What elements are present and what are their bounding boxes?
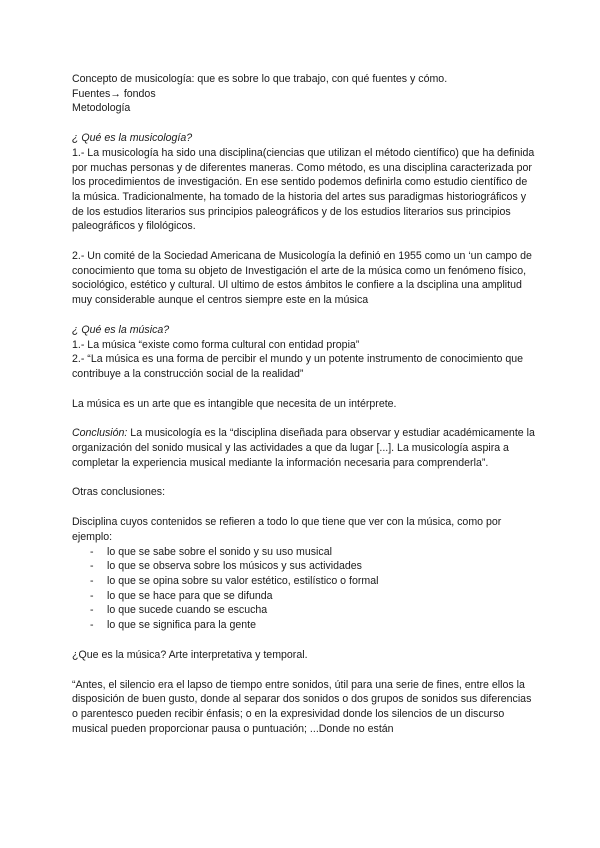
header-line-method: Metodología (72, 102, 131, 115)
dash-bullet: - (90, 560, 94, 573)
discipline-list (72, 545, 536, 633)
paragraph-definition-2: 2.- Un comité de la Sociedad Americana de Musicología la definió en 1955 como un ‘un campo de conocimiento que toma su objeto de Investigación el arte de la música como un fenómeno físico, sociológico, estético y cultural. Ul ultimo de estos ámbitos le confiere a la dsciplina una amplitud muy considerable aunque el centros siempre este en la música (72, 250, 532, 307)
silence-quote: “Antes, el silencio era el lapso de tiempo entre sonidos, útil para una serie de fines, entre ellos la disposición de buen gusto, donde al separar dos sonidos o dos grupos de sonidos sus diferencias o parentesco pueden recibir énfasis; o en la expresividad donde los silencios de un discurso musical pueden proporcionar pausa o puntuación; ...Donde no están (72, 678, 532, 735)
conclusion-paragraph (72, 426, 536, 470)
statement-intangible: La música es un arte que es intangible que necesita de un intérprete. (72, 397, 397, 410)
paragraph-definition-1: 1.- La musicología ha sido una disciplina(ciencias que utilizan el método científico) que ha definida por muchas personas y de diferentes maneras. Como método, es una disciplina caracterizada por los procedimientos de investigación. En ese sentido podemos definirla como estudio científico de la música. Tradicionalmente, ha tomado de la historia del artes sus paradigmas historiográficos y de los estudios literarios sus principios paleográficos y de los estudios literarios sus principios paleográficos y filológicos. (72, 146, 535, 233)
document-body (72, 72, 536, 736)
dash-bullet: - (90, 604, 94, 617)
question-music: ¿ Qué es la música? (72, 323, 170, 336)
list-item: - lo que se hace para que se difunda (90, 589, 273, 602)
question-music-temporal: ¿Que es la música? Arte interpretativa y temporal. (72, 648, 308, 661)
list-item: - lo que se sabe sobre el sonido y su uso musical (90, 545, 332, 558)
header-line-sources: Fuentes→ fondos (72, 87, 156, 100)
list-item: - lo que se significa para la gente (90, 619, 257, 632)
question-musicology: ¿ Qué es la musicología? (72, 132, 193, 145)
dash-bullet: - (90, 619, 94, 632)
music-item-2: 2.- “La música es una forma de percibir el mundo y un potente instrumento de conocimiento que contribuye a la construcción social de la realidad” (72, 353, 524, 380)
conclusion-text: La musicología es la “disciplina diseñada para observar y estudiar académicamente la organización del sonido musical y las actividades a que da lugar [...]. La musicología aspira a completar la experiencia musical mediante la información necesaria para comprenderla”. (72, 427, 535, 469)
dash-bullet: - (90, 589, 94, 602)
header-line-concept: Concepto de musicología: que es sobre lo que trabajo, con qué fuentes y cómo. (72, 73, 448, 85)
discipline-intro: Disciplina cuyos contenidos se refieren a todo lo que tiene que ver con la música, como por ejemplo: (72, 516, 502, 543)
music-item-1: 1.- La música “existe como forma cultural con entidad propia” (72, 338, 360, 351)
list-item: - lo que se observa sobre los músicos y sus actividades (90, 560, 362, 573)
other-conclusions-heading: Otras conclusiones: (72, 486, 166, 499)
list-item: - lo que sucede cuando se escucha (90, 604, 268, 617)
dash-bullet: - (90, 545, 94, 558)
dash-bullet: - (90, 574, 94, 587)
conclusion-label: Conclusión: (72, 427, 128, 440)
list-item: - lo que se opina sobre su valor estético, estilístico o formal (90, 574, 379, 587)
